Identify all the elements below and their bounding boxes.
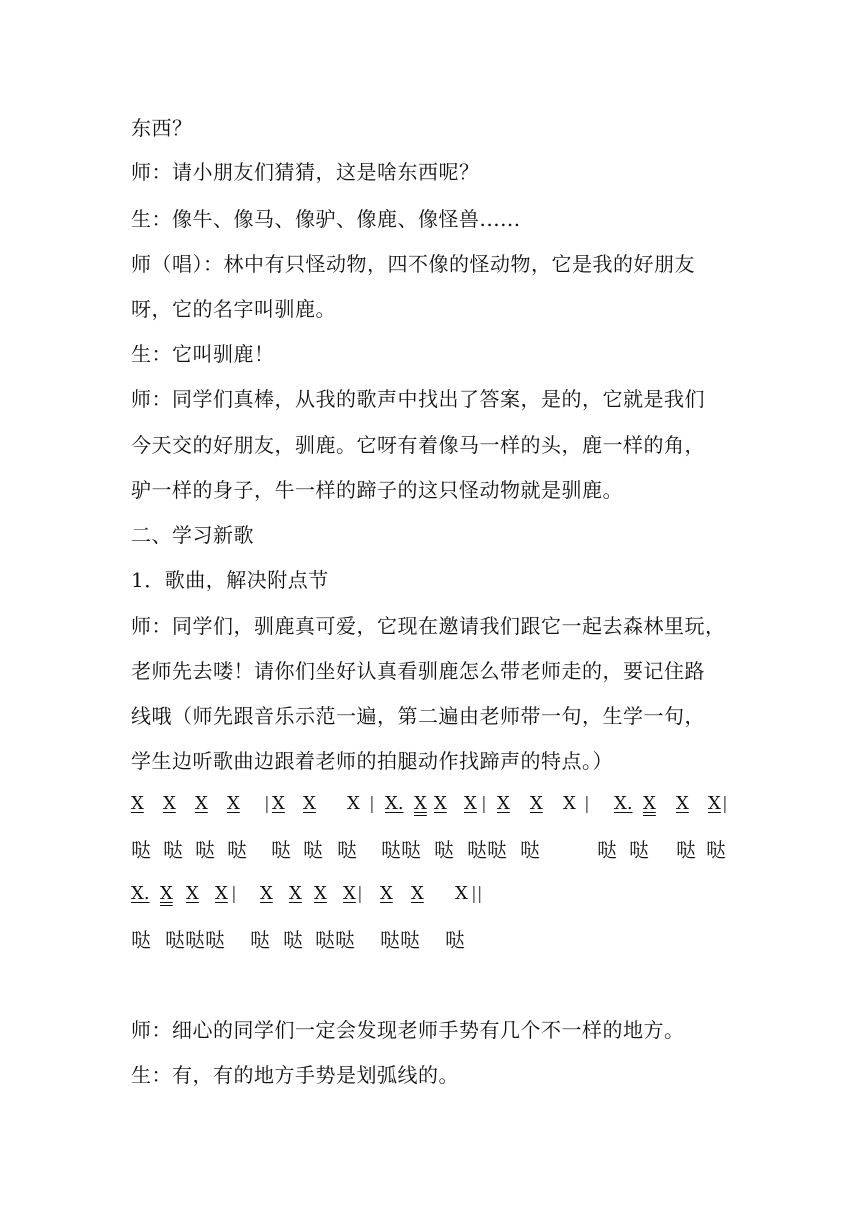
bar-line: | [231,884,237,904]
section-heading: 二、学习新歌 [131,523,254,547]
syllable: 哒 [445,928,465,952]
rhythm-note-sixteenth: X [160,883,173,904]
rhythm-note: X [464,793,477,814]
syllable: 哒 [597,838,617,862]
rhythm-note: X [530,793,543,814]
rhythm-note: X [215,883,228,904]
rhythm-note: X [260,883,273,904]
rhythm-note: X [186,883,199,904]
syllable: 哒 [250,928,270,952]
rhythm-note: X [343,883,356,904]
text-line-2: 师：请小朋友们猜猜，这是啥东西呢？ [131,160,480,184]
text-line-6: 生：它叫驯鹿！ [131,342,275,366]
rhythm-note-dotted: X. [385,793,404,814]
bar-line: | [369,794,375,814]
rhythm-note-sixteenth: X [414,793,427,814]
syllable: 哒哒哒 [165,928,225,952]
syllable: 哒 [434,838,454,862]
syllable-row-1 [131,836,751,864]
syllable: 哒 [337,838,357,862]
syllable: 哒 [227,838,247,862]
syllable: 哒 [163,838,183,862]
rhythm-note-dotted: X. [614,793,633,814]
text-line-1: 东西？ [131,116,193,140]
text-line-14: 线哦（师先跟音乐示范一遍，第二遍由老师带一句，生学一句， [131,704,705,728]
text-line-3: 生：像牛、像马、像驴、像鹿、像怪兽...... [131,207,521,231]
syllable: 哒 [131,838,151,862]
syllable: 哒哒 [315,928,355,952]
syllable-row-2 [131,926,751,954]
text-line-13: 老师先去喽！请你们坐好认真看驯鹿怎么带老师走的，要记住路 [131,659,705,683]
rhythm-note: X [411,883,424,904]
text-line-5: 呀，它的名字叫驯鹿。 [131,297,336,321]
text-line-15: 学生边听歌曲边跟着老师的拍腿动作找蹄声的特点。） [131,749,613,773]
rhythm-note: X [227,793,240,814]
rhythm-note: X [455,883,468,904]
end-bar-line: || [471,884,483,904]
rhythm-note: X [708,793,721,814]
rhythm-note: X [163,793,176,814]
syllable: 哒哒 [381,838,421,862]
rhythm-note: X [347,793,360,814]
rhythm-note-dotted: X. [131,883,150,904]
syllable: 哒 [520,838,540,862]
text-line-4: 师（唱）：林中有只怪动物，四不像的怪动物，它是我的好朋友 [131,252,695,276]
rhythm-row-1 [131,790,731,818]
syllable: 哒 [131,928,151,952]
syllable: 哒 [676,838,696,862]
bar-line: | [584,794,590,814]
rhythm-note: X [497,793,510,814]
rhythm-note: X [131,793,144,814]
rhythm-note: X [195,793,208,814]
syllable: 哒 [283,928,303,952]
text-line-8: 今天交的好朋友，驯鹿。它呀有着像马一样的头，鹿一样的角， [131,433,705,457]
syllable: 哒 [706,838,726,862]
syllable: 哒 [195,838,215,862]
syllable: 哒 [303,838,323,862]
syllable: 哒哒 [380,928,420,952]
text-line-7: 师：同学们真棒，从我的歌声中找出了答案，是的，它就是我们 [131,387,705,411]
syllable: 哒 [629,838,649,862]
text-line-16: 师：细心的同学们一定会发现老师手势有几个不一样的地方。 [131,1018,685,1042]
rhythm-note: X [289,883,302,904]
bar-line: | [722,794,728,814]
rhythm-note: X [434,793,447,814]
rhythm-note: X [676,793,689,814]
text-line-17: 生：有，有的地方手势是划弧线的。 [131,1063,459,1087]
syllable: 哒哒 [467,838,507,862]
rhythm-note: X [303,793,316,814]
rhythm-note: X [380,883,393,904]
bar-line: | [264,794,270,814]
rhythm-note-sixteenth: X [643,793,656,814]
rhythm-note: X [563,793,576,814]
bar-line: | [357,884,363,904]
bar-line: | [481,794,487,814]
rhythm-note: X [314,883,327,904]
subsection-heading: 1．歌曲，解决附点节 [131,568,329,592]
rhythm-note: X [272,793,285,814]
syllable: 哒 [271,838,291,862]
text-line-12: 师：同学们，驯鹿真可爱，它现在邀请我们跟它一起去森林里玩， [131,614,726,638]
text-line-9: 驴一样的身子，牛一样的蹄子的这只怪动物就是驯鹿。 [131,478,623,502]
rhythm-row-2 [131,880,731,908]
